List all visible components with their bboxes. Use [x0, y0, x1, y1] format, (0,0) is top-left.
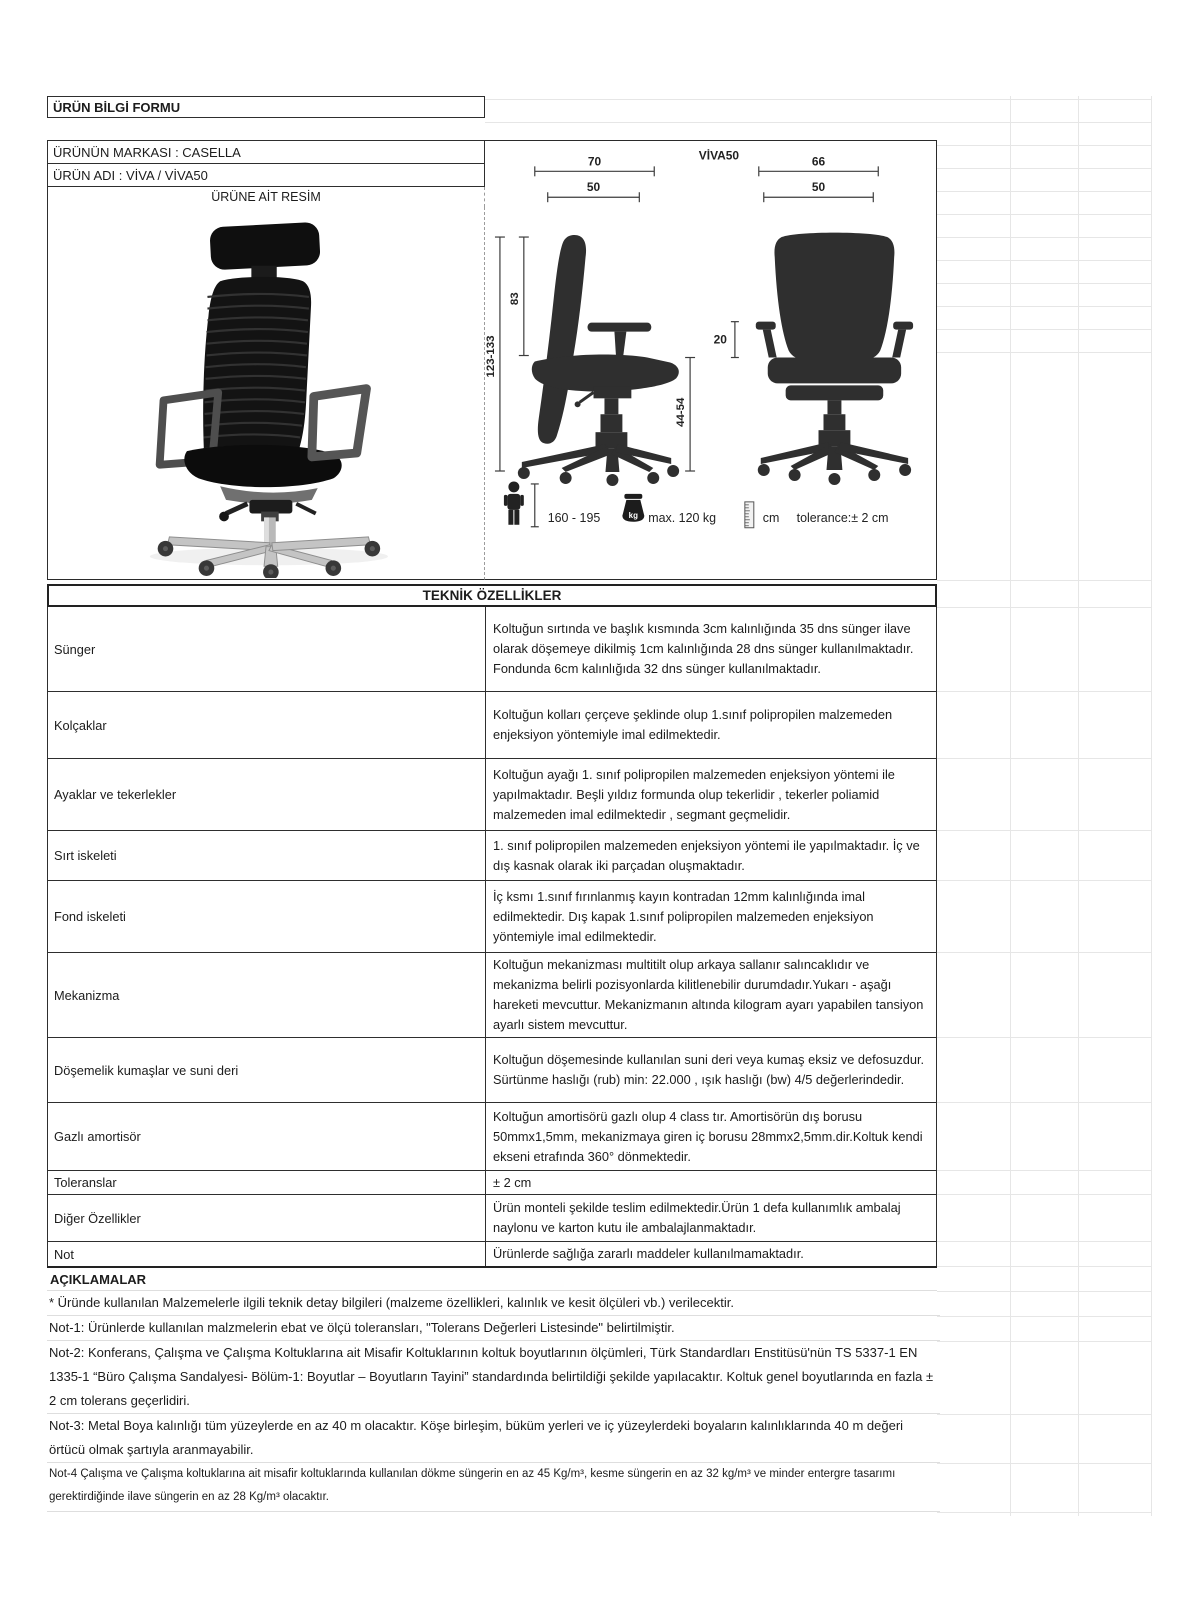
spec-value: Koltuğun mekanizması multitilt olup arkaya sallanır salıncaklıdır ve mekanizma belirli pozisyonlarda kilitlenebilir durumdadır.Yukarı - aşağı hareketi mevcuttur. Mekanizmanın altında kilogram ayarı yapabilen tansiyon ayarlı sistem mevcuttur. [485, 953, 936, 1037]
spec-label: Not [54, 1246, 74, 1262]
table-row [48, 1037, 936, 1102]
unit-label: cm [762, 510, 780, 525]
note-item: * Üründe kullanılan Malzemelerle ilgili teknik detay bilgileri (malzeme özellikleri, kalınlık ve kesit ölçüleri vb.) verilecektir. [47, 1291, 940, 1316]
spec-label: Diğer Özellikler [54, 1210, 141, 1226]
spec-label: Ayaklar ve tekerlekler [54, 787, 177, 802]
table-row [48, 952, 936, 1037]
spec-value: ± 2 cm [485, 1171, 936, 1194]
ruler-icon [745, 502, 754, 528]
tolerance-label: tolerance:± 2 cm [796, 510, 889, 525]
image-caption: ÜRÜNE AİT RESİM [47, 187, 485, 207]
table-row [48, 1170, 936, 1194]
spec-value: Koltuğun kolları çerçeve şeklinde olup 1.sınıf polipropilen malzemeden enjeksiyon yöntemiyle imal edilmektedir. [485, 692, 936, 758]
spec-label: Kolçaklar [54, 717, 107, 733]
spec-value: İç ksmı 1.sınıf fırınlanmış kayın kontradan 12mm kalınlığında imal edilmektedir. Dış kapak 1.sınıf polipropilen malzemeden enjeksiyon yöntemiyle imal edilmektedir. [485, 881, 936, 952]
product-photo [105, 209, 427, 578]
dimension-drawing [485, 141, 935, 578]
note-item: Not-4 Çalışma ve Çalışma koltuklarına ait misafir koltuklarında kullanılan dökme süngerin en az 45 Kg/m³, kesme süngerin en az 32 kg/m³ ve minder entergre tasarımı gerektirdiğinde ilave süngerin en az 28 Kg/m³ olacaktır. [47, 1463, 940, 1512]
spec-table [47, 607, 937, 1267]
table-row [48, 758, 936, 830]
table-row [48, 607, 936, 691]
dim-side-total-width-label: 70 [587, 154, 602, 169]
note-item: Not-1: Ürünlerde kullanılan malzmelerin ebat ve ölçü toleransları, "Tolerans Değerleri Listesinde" belirtilmiştir. [47, 1316, 940, 1341]
dimension-drawing-cell [485, 140, 937, 580]
dim-armrest-height-label: 20 [713, 332, 727, 347]
spec-value: Koltuğun sırtında ve başlık kısmında 3cm kalınlığında 35 dns sünger ilave olarak döşemeye dikilmiş 1cm kalınlığında 28 dns sünger kullanılmaktadır. Fondunda 6cm kalınlığıda 32 dns sünger kullanılmaktadır. [485, 607, 936, 691]
front-view-silhouette [756, 233, 913, 485]
person-height-label: 160 - 195 [547, 510, 601, 525]
spec-label: Mekanizma [54, 987, 120, 1003]
spec-table-title: TEKNİK ÖZELLİKLER [47, 584, 937, 607]
dim-front-total-width-label: 66 [811, 154, 826, 169]
spec-value: Koltuğun amortisörü gazlı olup 4 class tır. Amortisörün dış borusu 50mmx1,5mm, mekanizmaya giren iç borusu 28mmx2,5mm.dir.Koltuk kendi ekseni etrafında 360° dönmektedir. [485, 1103, 936, 1170]
spec-value: 1. sınıf polipropilen malzemeden enjeksiyon yöntemi ile yapılmaktadır. İç ve dış kasnak olarak iki parçadan oluşmaktadır. [485, 831, 936, 880]
dim-side-seat-width-label: 50 [586, 180, 601, 195]
spec-value: Ürünlerde sağlığa zararlı maddeler kullanılmamaktadır. [485, 1242, 936, 1266]
dim-total-height-label: 123-133 [485, 335, 497, 378]
dim-armrest-height [731, 322, 739, 358]
table-row [48, 1241, 936, 1266]
spec-value: Koltuğun ayağı 1. sınıf polipropilen malzemeden enjeksiyon yöntemi ile yapılmaktadır. Beşli yıldız formunda olup tekerlidir , tekerler poliamid malzemeden imal edilmektedir , segmant geçmelidir. [485, 759, 936, 830]
chair-gas-cylinder [261, 511, 279, 546]
chair-seat [184, 444, 341, 486]
product-photo-cell [47, 207, 485, 580]
table-row [48, 880, 936, 952]
notes-title: AÇIKLAMALAR [47, 1266, 937, 1291]
spec-label: Fond iskeleti [54, 909, 126, 924]
table-row [48, 830, 936, 880]
brand-row: ÜRÜNÜN MARKASI : CASELLA [47, 140, 485, 164]
max-load-label: max. 120 kg [648, 510, 717, 525]
note-item: Not-2: Konferans, Çalışma ve Çalışma Koltuklarına ait Misafir Koltuklarının koltuk boyutlarının ölçümleri, Türk Standardları Enstitüsü'nün TS 5337-1 EN 1335-1 “Büro Çalışma Sandalyesi- Bölüm-1: Boyutlar – Boyutların Tayini” standardında belirtildiği şekilde yapılacaktır. Koltuk genel boyutlarında en fazla ± 2 cm tolerans geçerlidiri. [47, 1341, 940, 1414]
spec-label: Sünger [54, 641, 96, 657]
note-item: Not-3: Metal Boya kalınlığı tüm yüzeylerde en az 40 m olacaktır. Köşe birleşim, büküm yerleri ve iç yüzeylerdeki boyaların kalınlıklarında 40 m değeri örtücü olmak şartıyla aranmayabilir. [47, 1414, 940, 1463]
spec-label: Döşemelik kumaşlar ve suni deri [54, 1062, 239, 1078]
spec-value: Ürün monteli şekilde teslim edilmektedir.Ürün 1 defa kullanımlık ambalaj naylonu ve karton kutu ile ambalajlanmaktadır. [485, 1195, 936, 1241]
dim-back-height-label: 83 [508, 292, 521, 306]
dim-front-seat-width-label: 50 [811, 180, 826, 195]
drawing-model-label: VİVA50 [698, 148, 740, 163]
spec-label: Sırt iskeleti [54, 848, 117, 863]
dim-seat-height-label: 44-54 [675, 397, 688, 427]
table-row [48, 1194, 936, 1241]
chair-armrest-right [312, 388, 367, 456]
chair-headrest [209, 221, 320, 281]
form-title: ÜRÜN BİLGİ FORMU [47, 96, 485, 118]
spec-label: Toleranslar [54, 1175, 117, 1190]
weight-icon [622, 494, 644, 522]
table-row [48, 1102, 936, 1170]
product-name-row: ÜRÜN ADI : VİVA / VİVA50 [47, 163, 485, 187]
svg-text:kg: kg [628, 510, 638, 520]
chair-back [203, 276, 311, 468]
side-view-silhouette [518, 235, 679, 486]
spec-label: Gazlı amortisör [54, 1129, 141, 1144]
table-row [48, 691, 936, 758]
person-icon [504, 481, 524, 524]
person-height-line [531, 484, 539, 527]
spec-value: Koltuğun döşemesinde kullanılan suni deri veya kumaş eksiz ve defosuzdur. Sürtünme haslığı (rub) min: 22.000 , ışık haslığı (bw) 4/5 değerlerindedir. [485, 1038, 936, 1102]
